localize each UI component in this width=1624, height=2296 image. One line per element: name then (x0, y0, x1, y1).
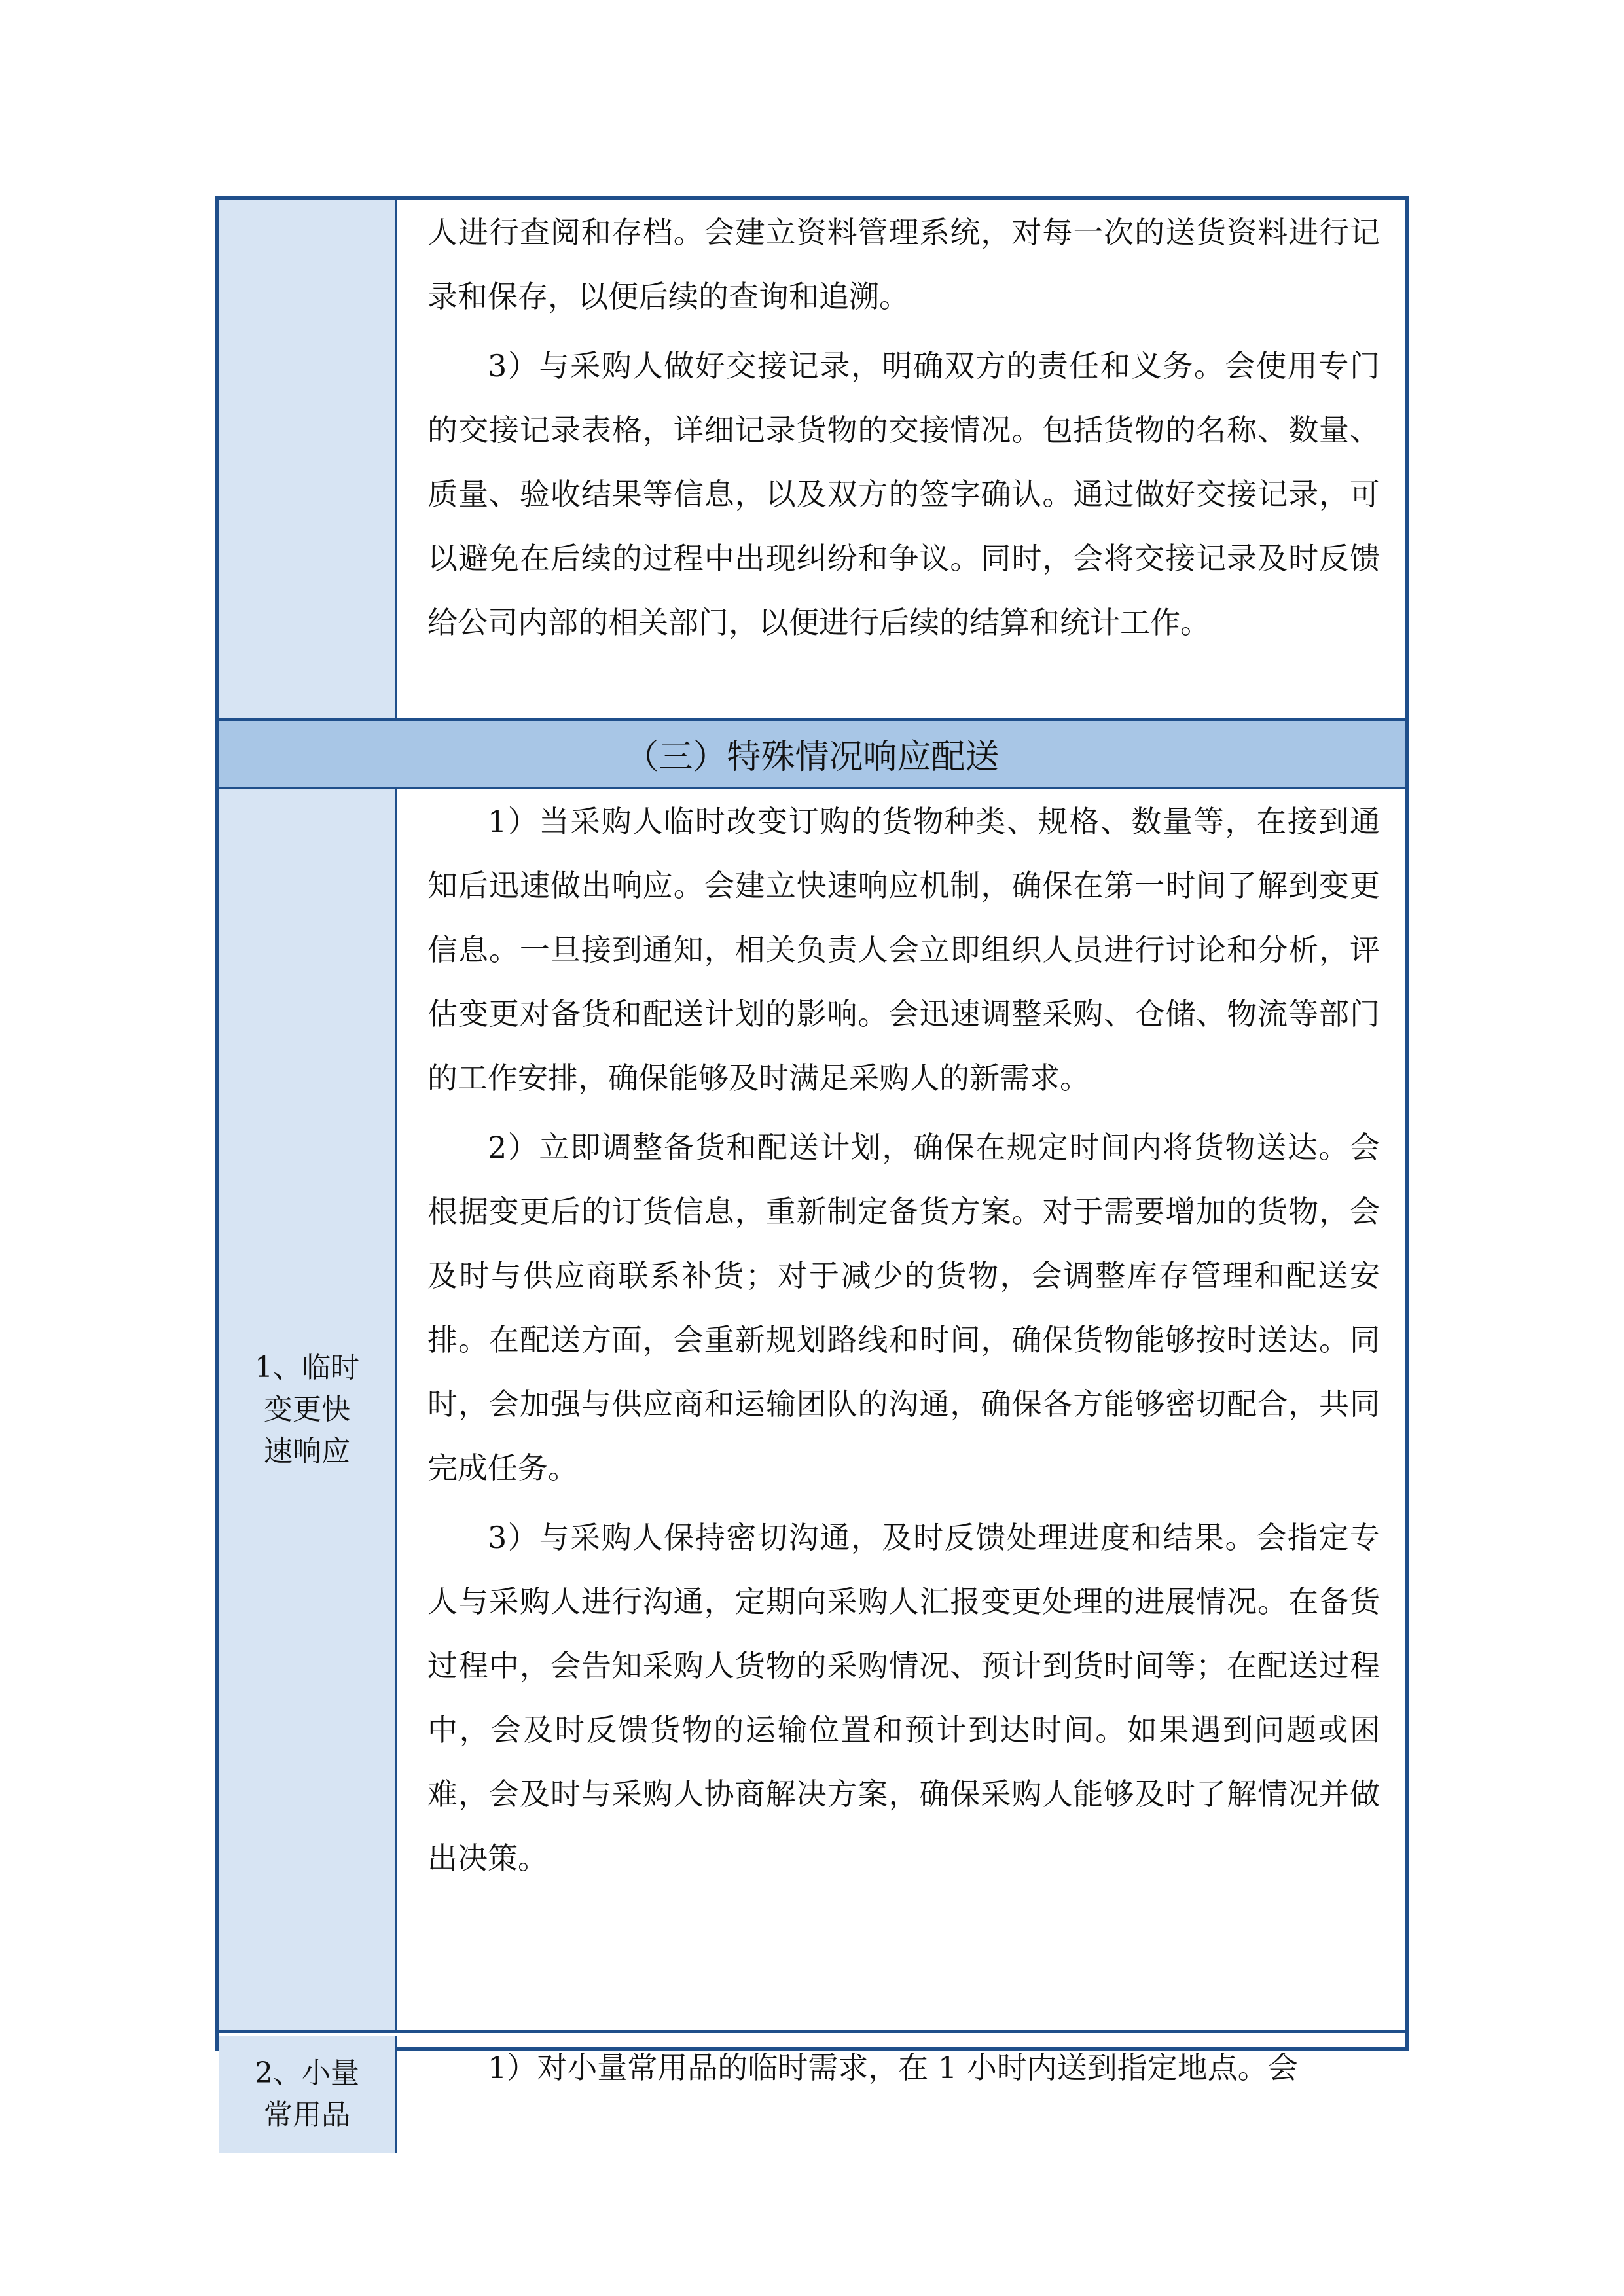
table-row (219, 200, 1405, 721)
row-content-cell (397, 2036, 1405, 2153)
paragraph: 1）对小量常用品的临时需求，在 1 小时内送到指定地点。会 (488, 2050, 1298, 2085)
row-content-cell (397, 789, 1405, 2030)
section-header (219, 721, 1405, 789)
row-label: 2、小量 常用品 (255, 2056, 359, 2132)
table-row (219, 2036, 1405, 2153)
row-label-cell (219, 200, 397, 718)
row-content-cell (397, 200, 1405, 718)
table-row (219, 789, 1405, 2033)
row-label: 1、临时 变更快 速响应 (255, 1351, 359, 1468)
paragraph: 3）与采购人保持密切沟通，及时反馈处理进度和结果。会指定专人与采购人进行沟通，定期向采购人汇报变更处理的进展情况。在备货过程中，会告知采购人货物的采购情况、预计到货时间等；在配送过程中，会及时反馈货物的运输位置和预计到达时间。如果遇到问题或困难，会及时与采购人协商解决方案，确保采购人能够及时了解情况并做出决策。 (427, 1520, 1380, 1876)
paragraph: 人进行查阅和存档。会建立资料管理系统，对每一次的送货资料进行记录和保存，以便后续的查询和追溯。 (427, 215, 1380, 314)
row-label-cell (219, 2036, 397, 2153)
paragraph: 3）与采购人做好交接记录，明确双方的责任和义务。会使用专门的交接记录表格，详细记录货物的交接情况。包括货物的名称、数量、质量、验收结果等信息，以及双方的签字确认。通过做好交接记录，可以避免在后续的过程中出现纠纷和争议。同时，会将交接记录及时反馈给公司内部的相关部门，以便进行后续的结算和统计工作。 (427, 348, 1380, 640)
paragraph: 1）当采购人临时改变订购的货物种类、规格、数量等，在接到通知后迅速做出响应。会建立快速响应机制，确保在第一时间了解到变更信息。一旦接到通知，相关负责人会立即组织人员进行讨论和分析，评估变更对备货和配送计划的影响。会迅速调整采购、仓储、物流等部门的工作安排，确保能够及时满足采购人的新需求。 (427, 804, 1380, 1096)
paragraph: 2）立即调整备货和配送计划，确保在规定时间内将货物送达。会根据变更后的订货信息，重新制定备货方案。对于需要增加的货物，会及时与供应商联系补货；对于减少的货物，会调整库存管理和配送安排。在配送方面，会重新规划路线和时间，确保货物能够按时送达。同时，会加强与供应商和运输团队的沟通，确保各方能够密切配合，共同完成任务。 (427, 1130, 1380, 1486)
section-header-text: （三）特殊情况响应配送 (624, 738, 1000, 777)
content-table (215, 196, 1409, 2132)
row-label-cell (219, 789, 397, 2030)
